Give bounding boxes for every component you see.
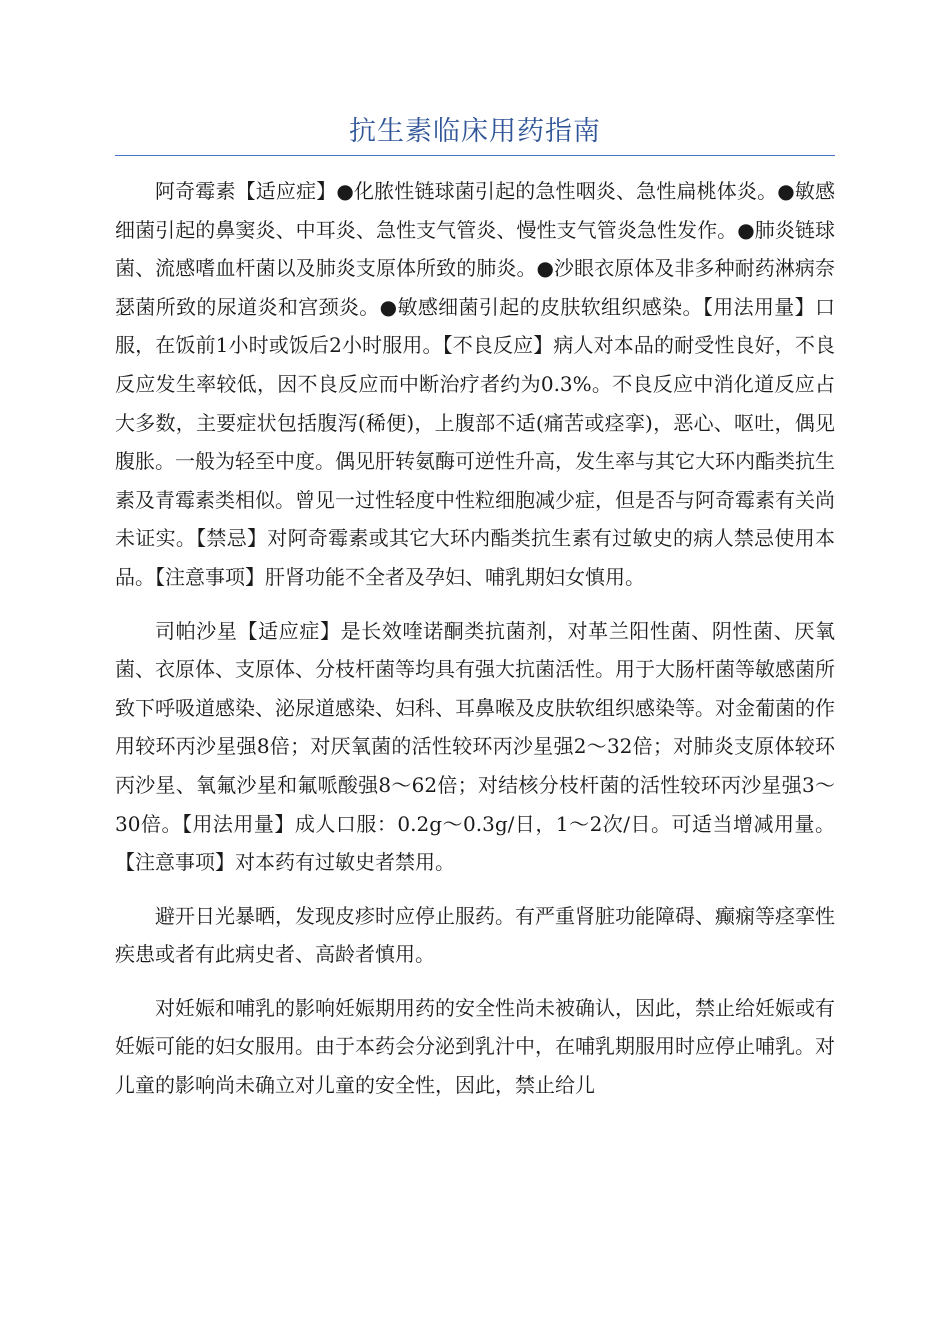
paragraph-pregnancy: 对妊娠和哺乳的影响妊娠期用药的安全性尚未被确认，因此，禁止给妊娠或有妊娠可能的妇女服用。由于本药会分泌到乳汁中，在哺乳期服用时应停止哺乳。对儿童的影响尚未确立对儿童的安全性，因此，禁止给儿: [115, 995, 835, 1098]
title-underline: [115, 155, 835, 156]
paragraph-sparfloxacin: 司帕沙星【适应症】是长效喹诺酮类抗菌剂，对革兰阳性菌、阴性菌、厌氧菌、衣原体、支原体、分枝杆菌等均具有强大抗菌活性。用于大肠杆菌等敏感菌所致下呼吸道感染、泌尿道感染、妇科、耳鼻喉及皮肤软组织感染等。对金葡菌的作用较环丙沙星强8倍；对厌氧菌的活性较环丙沙星强2～32倍；对肺炎支原体较环丙沙星、氧氟沙星和氟哌酸强8～62倍；对结核分枝杆菌的活性较环丙沙星强3～30倍。【用法用量】成人口服：0.2g～0.3g/日，1～2次/日。可适当增减用量。【注意事项】对本药有过敏史者禁用。: [115, 618, 835, 875]
document-body: [115, 172, 835, 1120]
page-title: 抗生素临床用药指南: [349, 116, 601, 147]
paragraph-azithromycin: 阿奇霉素【适应症】●化脓性链球菌引起的急性咽炎、急性扁桃体炎。●敏感细菌引起的鼻窦炎、中耳炎、急性支气管炎、慢性支气管炎急性发作。●肺炎链球菌、流感嗜血杆菌以及肺炎支原体所致的肺炎。●沙眼衣原体及非多种耐药淋病奈瑟菌所致的尿道炎和宫颈炎。●敏感细菌引起的皮肤软组织感染。【用法用量】口服，在饭前1小时或饭后2小时服用。【不良反应】病人对本品的耐受性良好，不良反应发生率较低，因不良反应而中断治疗者约为0.3%。不良反应中消化道反应占大多数，主要症状包括腹泻(稀便)，上腹部不适(痛苦或痉挛)，恶心、呕吐，偶见腹胀。一般为轻至中度。偶见肝转氨酶可逆性升高，发生率与其它大环内酯类抗生素及青霉素类相似。曾见一过性轻度中性粒细胞减少症，但是否与阿奇霉素有关尚未证实。【禁忌】对阿奇霉素或其它大环内酯类抗生素有过敏史的病人禁忌使用本品。【注意事项】肝肾功能不全者及孕妇、哺乳期妇女慎用。: [115, 179, 835, 589]
paragraph-sunlight-caution: 避开日光暴晒，发现皮疹时应停止服药。有严重肾脏功能障碍、癫痫等痉挛性疾患或者有此病史者、高龄者慎用。: [115, 903, 835, 967]
